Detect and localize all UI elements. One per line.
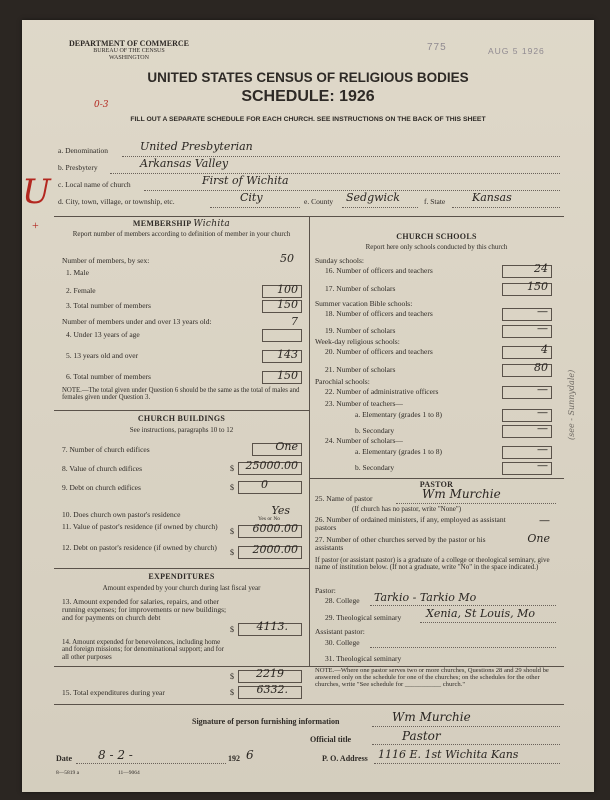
q15-label: 15. Total expenditures during year [62,688,165,697]
q8-value: 25000.00 [245,459,298,472]
county-line [342,207,418,208]
q29-value: Xenia, St Louis, Mo [426,607,536,620]
pastor-subhead: Pastor: [315,586,336,595]
q7-value: One [275,440,298,453]
census-schedule-page [22,20,594,792]
q14-value: 2219 [256,667,284,680]
presbytery-line [110,173,560,174]
buildings-section [54,414,309,435]
signature-value: Wm Murchie [392,710,471,724]
bureau-name: BUREAU OF THE CENSUS [93,48,165,55]
q20-value: 4 [541,343,548,356]
rule-schools-end [309,478,564,479]
under-13-label: 4. Under 13 years of age [66,330,140,339]
buildings-subtitle: See instructions, paragraphs 10 to 12 [129,426,234,434]
total-6-value: 150 [277,369,298,382]
signature-label: Signature of person furnishing information [192,717,340,726]
q23b-value: — [537,422,548,435]
date-value: 8 - 2 - [98,748,133,762]
form-instruction: FILL OUT A SEPARATE SCHEDULE FOR EACH CHURCH. SEE INSTRUCTIONS ON THE BACK OF THIS SHEET [130,116,486,123]
q9-value: 0 [261,478,268,491]
q25-note: (If church has no pastor, write "None") [352,505,462,513]
expenditures-title: EXPENDITURES [148,572,215,581]
total-members-value: 150 [277,298,298,311]
schools-subtitle: Report here only schools conducted by this church [365,243,508,251]
state-line [452,207,560,208]
expenditures-subtitle: Amount expended by your church during last fiscal year [102,584,261,592]
church-name-label: c. Local name of church [58,180,131,189]
q14-label: 14. Amount expended for benevolences, including home and foreign missions; for denominational support; and for all other purposes [62,638,224,661]
q21-label: 21. Number of scholars [325,365,396,374]
denomination-value: United Presbyterian [140,140,253,153]
q15-value: 6332. [256,683,288,696]
by-sex-label: Number of members, by sex: [62,256,150,265]
q19-label: 19. Number of scholars [325,326,396,335]
q15-dollar: $ [230,688,234,697]
q24a-value: — [537,443,548,456]
presbytery-value: Arkansas Valley [140,157,229,170]
pastor-title: PASTOR [419,480,454,489]
q25-line [396,503,556,504]
over-13-label: 5. 13 years old and over [66,351,139,360]
form-code: 8—5819 a [56,770,80,776]
female-value: 100 [277,283,298,296]
q30-line [370,647,556,648]
age-value: 7 [291,315,298,328]
q14-dollar: $ [230,672,234,681]
q10-label: 10. Does church own pastor's residence [62,510,181,519]
total-members-label: 3. Total number of members [66,301,151,310]
membership-note: NOTE.—The total given under Question 6 should be the same as the total of males and females given under Question 3. [62,387,300,402]
q22-value: — [537,383,548,396]
q30-label: 30. College [325,638,360,647]
q11-dollar: $ [230,527,234,536]
q12-value: 2000.00 [252,543,298,556]
q8-label: 8. Value of church edifices [62,464,143,473]
department-header [54,40,204,61]
q18-label: 18. Number of officers and teachers [325,309,433,318]
q28-line [370,605,556,606]
margin-mark: U [22,172,51,212]
pastor-instructions: If pastor (or assistant pastor) is a graduate of a college or theological seminary, give name of institution below. (If not a graduate, write "No" in the space indicated.) [315,556,550,572]
total-6-label: 6. Total number of members [66,372,151,381]
q28-label: 28. College [325,596,360,605]
county-value: Sedgwick [346,191,400,204]
official-title-line [372,744,560,745]
q24a-label: a. Elementary (grades 1 to 8) [355,447,443,456]
rule-signature [54,704,564,705]
denomination-label: a. Denomination [58,146,108,155]
q13-value: 4113. [256,620,288,633]
city-name: WASHINGTON [109,54,149,61]
over-13-value: 143 [277,348,298,361]
sunday-label: Sunday schools: [315,256,364,265]
q8-dollar: $ [230,464,234,473]
q10-hint: Yes or No [258,516,281,522]
city-label: d. City, town, village, or township, etc. [58,197,175,206]
q12-dollar: $ [230,548,234,557]
q22-label: 22. Number of administrative officers [325,387,439,396]
city-value: City [240,191,263,204]
date-label: Date [56,754,72,763]
margin-note: (see - Sunnydale) [567,369,576,440]
received-stamp-number: 775 [427,42,447,53]
department-name: DEPARTMENT OF COMMERCE [68,39,189,48]
address-value: 1116 E. 1st Wichita Kans [378,748,519,761]
official-title-label: Official title [310,735,352,744]
expenditures-section [54,572,309,593]
date-line [76,763,226,764]
q17-value: 150 [527,280,548,293]
parochial-label: Parochial schools: [315,377,370,386]
official-title-value: Pastor [402,729,441,743]
membership-section [54,219,309,239]
pastor-note: NOTE.—Where one pastor serves two or more churches, Questions 28 and 29 should be answered only on the schedule for one of the churches; on the schedules for the other churches, write "See schedule for ___________ church." [315,667,549,688]
q17-label: 17. Number of scholars [325,284,396,293]
q13-label: 13. Amount expended for salaries, repairs, and other running expenses; for improvements or new buildings; and for payments on church debt [62,597,227,622]
q26-label: 26. Number of ordained ministers, if any, employed as assistant pastors [315,515,506,532]
presbytery-label: b. Presbytery [58,163,98,172]
q18-value: — [537,305,548,318]
q27-label: 27. Number of other churches served by the pastor or his assistants [315,535,486,552]
rule-buildings-end [54,568,309,569]
q23a-value: — [537,406,548,419]
q27-value: One [527,532,550,545]
q29-label: 29. Theological seminary [325,613,402,622]
assistant-subhead: Assistant pastor: [315,627,365,636]
form-title: UNITED STATES CENSUS OF RELIGIOUS BODIES [147,70,469,85]
q16-value: 24 [534,262,548,275]
q25-value: Wm Murchie [422,487,501,501]
state-label: f. State [424,197,446,206]
form-code-2: 11—9064 [118,770,140,776]
age-label: Number of members under and over 13 years old: [62,317,212,326]
under-13-box [262,329,302,342]
q24b-label: b. Secondary [355,463,395,472]
q20-label: 20. Number of officers and teachers [325,347,433,356]
schools-section [309,232,564,252]
county-label: e. County [304,197,334,206]
q13-dollar: $ [230,625,234,634]
q11-label: 11. Value of pastor's residence (if owned by church) [62,522,218,531]
address-label: P. O. Address [322,754,368,763]
male-label: 1. Male [66,268,89,277]
q31-label: 31. Theological seminary [325,654,402,663]
q21-value: 80 [534,361,548,374]
q16-label: 16. Number of officers and teachers [325,266,433,275]
church-name-value: First of Wichita [202,174,289,187]
address-line [374,763,560,764]
membership-title-note: Wichita [193,219,231,229]
q25-label: 25. Name of pastor [315,494,373,503]
q26-value: — [539,514,550,527]
state-value: Kansas [472,191,512,204]
female-label: 2. Female [66,286,96,295]
rule-center [309,216,310,666]
q9-dollar: $ [230,483,234,492]
q9-label: 9. Debt on church edifices [62,483,141,492]
q23b-label: b. Secondary [355,426,395,435]
membership-subtitle: Report number of members according to definition of member in your church [72,230,291,238]
summer-label: Summer vacation Bible schools: [315,299,413,308]
q28-value: Tarkio - Tarkio Mo [374,591,477,604]
rule-membership-end [54,410,309,411]
q10-value: Yes [271,504,290,517]
buildings-title: CHURCH BUILDINGS [137,414,226,423]
q29-line [420,622,556,623]
margin-plus: + [32,218,39,232]
date-year-written: 6 [246,748,254,762]
q24-label: 24. Number of scholars— [325,436,403,445]
q24b-value: — [537,459,548,472]
membership-title: MEMBERSHIP [132,219,192,228]
q12-label: 12. Debt on pastor's residence (if owned by church) [62,543,217,552]
city-line [210,207,300,208]
q23a-label: a. Elementary (grades 1 to 8) [355,410,443,419]
red-code-annotation: 0-3 [94,100,109,110]
date-year-printed: 192 [228,754,240,763]
q23-label: 23. Number of teachers— [325,399,403,408]
received-stamp-date: AUG 5 1926 [488,46,545,56]
by-sex-value: 50 [280,252,294,265]
weekday-label: Week-day religious schools: [315,337,400,346]
q11-value: 6000.00 [252,522,298,535]
schedule-title: SCHEDULE: 1926 [241,88,375,105]
q19-value: — [537,322,548,335]
q7-label: 7. Number of church edifices [62,445,150,454]
schools-title: CHURCH SCHOOLS [396,232,477,241]
signature-line [372,726,560,727]
